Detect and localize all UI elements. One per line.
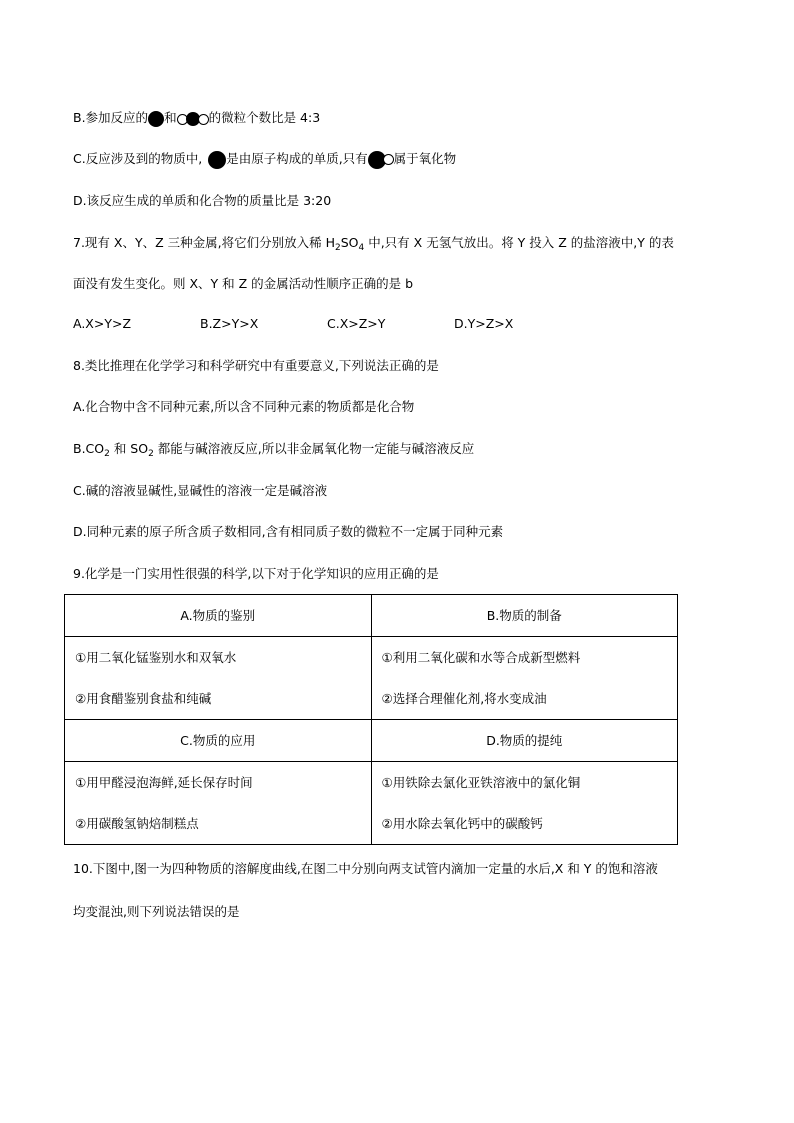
q9-cell-c-body (65, 762, 372, 845)
q7-text: SO (340, 235, 359, 250)
q9-b-item-1: ①利用二氧化碳和水等合成新型燃料 (381, 650, 581, 665)
q6-option-d: D.该反应生成的单质和化合物的质量比是 3:20 (73, 193, 332, 208)
q9-cell-b-body (371, 637, 678, 720)
q10-stem-line1: 10.下图中,图一为四种物质的溶解度曲线,在图二中分别向两支试管内滴加一定量的水后,X 和 Y 的饱和溶液 (73, 861, 658, 876)
q8-subscript: 2 (148, 449, 154, 459)
q9-cell-c-title: C.物质的应用 (65, 720, 372, 762)
q7-option-c: C.X>Z>Y (327, 316, 386, 331)
q6-b-text-mid: 和 (164, 110, 177, 125)
q9-a-item-2: ②用食醋鉴别食盐和纯碱 (75, 691, 212, 706)
q9-cell-d-body (371, 762, 678, 845)
q9-b-item-2: ②选择合理催化剂,将水变成油 (381, 691, 547, 706)
q6-option-c (73, 150, 456, 169)
q9-cell-a-body (65, 637, 372, 720)
q7-stem-line1 (73, 234, 674, 252)
q9-stem: 9.化学是一门实用性很强的科学,以下对于化学知识的应用正确的是 (73, 566, 439, 581)
q9-cell-a-title: A.物质的鉴别 (65, 595, 372, 637)
q9-options-table (64, 594, 678, 845)
q6-c-text-mid: 是由原子构成的单质,只有 (226, 151, 368, 166)
q8-option-b (73, 440, 474, 458)
q7-options (73, 315, 581, 333)
q8-subscript: 2 (104, 449, 110, 459)
q6-b-text-post: 的微粒个数比是 4:3 (208, 110, 321, 125)
q9-a-item-1: ①用二氧化锰鉴别水和双氧水 (75, 650, 237, 665)
oxide-molecule-icon (368, 150, 394, 169)
q8-option-d: D.同种元素的原子所含质子数相同,含有相同质子数的微粒不一定属于同种元素 (73, 524, 504, 539)
q7-option-a: A.X>Y>Z (73, 316, 132, 331)
q7-stem-line2: 面没有发生变化。则 X、Y 和 Z 的金属活动性顺序正确的是 b (73, 276, 414, 291)
q6-b-text-pre: B.参加反应的 (73, 110, 149, 125)
q9-c-item-1: ①用甲醛浸泡海鲜,延长保存时间 (75, 775, 253, 790)
q6-option-b (73, 109, 320, 128)
q7-text: 中,只有 X 无氢气放出。将 Y 投入 Z 的盐溶液中,Y 的表 (364, 235, 674, 250)
molecule-icon (177, 110, 209, 128)
q8-stem: 8.类比推理在化学学习和科学研究中有重要意义,下列说法正确的是 (73, 358, 439, 373)
big-atom-icon (208, 150, 226, 169)
q9-d-item-1: ①用铁除去氯化亚铁溶液中的氯化铜 (381, 775, 581, 790)
q8-option-a: A.化合物中含不同种元素,所以含不同种元素的物质都是化合物 (73, 399, 415, 414)
q8-b-text: B.CO (73, 441, 105, 456)
q9-cell-b-title: B.物质的制备 (371, 595, 678, 637)
q8-option-c: C.碱的溶液显碱性,显碱性的溶液一定是碱溶液 (73, 483, 328, 498)
q7-text: 7.现有 X、Y、Z 三种金属,将它们分别放入稀 H (73, 235, 335, 250)
q9-d-item-2: ②用水除去氧化钙中的碳酸钙 (381, 816, 543, 831)
q8-b-text: 都能与碱溶液反应,所以非金属氧化物一定能与碱溶液反应 (153, 441, 475, 456)
q7-option-b: B.Z>Y>X (200, 316, 259, 331)
q7-subscript: 2 (334, 243, 341, 253)
q6-c-text-pre: C.反应涉及到的物质中, (73, 151, 203, 166)
q7-option-d: D.Y>Z>X (454, 316, 514, 331)
q9-cell-d-title: D.物质的提纯 (371, 720, 678, 762)
q9-c-item-2: ②用碳酸氢钠焙制糕点 (75, 816, 199, 831)
q8-b-text: 和 SO (109, 441, 149, 456)
q6-c-text-post: 属于氧化物 (393, 151, 457, 166)
q7-subscript: 4 (358, 243, 365, 253)
big-atom-icon (148, 110, 164, 128)
q10-stem-line2: 均变混浊,则下列说法错误的是 (73, 904, 240, 919)
